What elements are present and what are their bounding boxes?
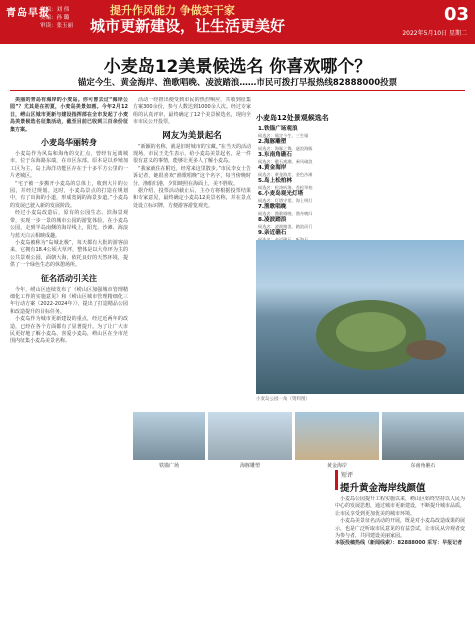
photo-dolphin [208, 412, 292, 460]
photo-golden-coast [295, 412, 379, 460]
body-paragraph: “新颖的名称，就是旧时城市的宝藏。”在当天的活动现场，市民王先生表示，给小麦岛美景起名，是一件很有意义的事情，能够让更多人了解小麦岛。 [133, 143, 251, 165]
credit-line: 审读：张玉丽 [40, 23, 74, 29]
spot-item [258, 152, 328, 164]
editorial-tag: 短评 [341, 472, 354, 479]
spot-name: 5.岛上松柏林 [258, 178, 292, 184]
body-paragraph: 活动一经推出便受到市民的热烈响应，共收到征集方案300余份，参与人数达到1000余人次。经过专家组的认真评审，最终确定了12个美景候选名，现向全市市民公开投票。 [133, 97, 251, 126]
editorial-body [335, 496, 465, 606]
spot-item [258, 217, 328, 229]
editorial-tip: 本版投稿热线（新闻线索）：82888000 采写：早报记者 [335, 540, 463, 547]
slogan-main: 城市更新建设，让生活更美好 [90, 17, 286, 35]
spot-name: 7.渔歌唱晚 [258, 204, 287, 210]
credit-line: 美编：孙 璐 [40, 15, 70, 21]
photo-row-caption: 黄金海岸 [326, 463, 347, 469]
photo-row-caption: 东南角礁石 [410, 463, 436, 469]
body-paragraph: 今年，崂山区连续发布了《崂山区加强城市管理精细化工作的实施意见》和《崂山区城市管理精细化三年行动方案（2022-2024年）》，提出了打造精品公园和改造提升的目标任务。 [10, 286, 128, 315]
credit-line: 责编：刘 伟 [40, 7, 70, 13]
spot-item [258, 204, 328, 216]
section-title: 征名活动引关注 [41, 273, 97, 283]
page-number: 03 [443, 4, 469, 25]
newspaper-logo: 青岛早报 [6, 8, 50, 19]
spot-name: 1.铁锚广场观浪 [258, 126, 298, 132]
rock-shape [406, 340, 446, 360]
body-paragraph: 小麦岛作为风岛和海角的交汇点，曾经有远离城市，位于东海路东端，在市区东部。原本是以养殖加工区为主，岛上海洋功能区存在于十多平方公里的一片老城区。 [10, 151, 128, 180]
spot-desc: 候选名：灯塔守望、海上明灯 [258, 198, 313, 203]
intro-paragraph: 美丽的青岛有海岸的小麦岛。你可曾去过“海岸公园”？尤其是在初夏，小麦岛美景如画。今年2月12日，崂山区城市更新与建设指挥部在全市发起了小麦岛美景候选名征集活动，截至目前已收到三百余份征集方案。 [10, 97, 128, 133]
photo-reef [382, 412, 464, 460]
aerial-photo [256, 240, 464, 394]
spot-name: 4.黄金海岸 [258, 165, 287, 171]
photo-row-caption: 铁锚广场 [158, 463, 179, 469]
main-headline: 小麦岛12美景候选名 你喜欢哪个？ [103, 57, 372, 77]
island-lawn [336, 312, 406, 352]
editorial-marker [335, 470, 338, 490]
spot-desc: 候选名：凌波踏浪、踏浪而行 [258, 224, 313, 229]
spot-name: 8.凌波踏浪 [258, 217, 287, 223]
body-paragraph: 小麦岛作为城市更新建设的重点，经过近两年的改造，已经在各个方面都有了显著提升。为了让广大市民更好地了解小麦岛、喜爱小麦岛，崂山区在全市范围内征集小麦岛美景名称。 [10, 316, 128, 345]
sub-headline: 锚定今生、黄金海岸、渔歌唱晚、凌波踏浪……市民可拨打早报热线82888000投票 [77, 78, 398, 88]
masthead [0, 0, 475, 44]
spot-desc: 候选名：松涛听海、苍松翠柏 [258, 185, 313, 190]
divider [10, 90, 465, 91]
spot-item [258, 178, 328, 190]
body-paragraph: 经过小麦岛改造后，原有的公园生态、滨海景观带，实现一步一景的城市公园的游览体验。在小麦岛公园，走到半岛南侧的海岸线上，阳光、沙滩、海浪与蓝天白云相映成趣。 [10, 210, 128, 239]
spot-item [258, 126, 328, 138]
editor-credits [40, 6, 73, 30]
editorial-paragraph: 小麦岛美景征名活动的开展，既是对小麦岛改造成果的展示，也是广泛听取市民意见的有益尝试，让市民从旁观者变为参与者，共同建设美丽家园。 [335, 518, 465, 540]
spot-desc: 候选名：锚定今生、三生锚 [258, 133, 309, 138]
body-paragraph: 小麦岛被称为“岛城北极”，每天都有大批的游客前来，它拥有18.4公顷大草坪，整体是以大草坪为主的公共景观公园，面朝大海，依托良好的天然环境，提供了一个绿色生态的休憩场所。 [10, 239, 128, 269]
spot-item [258, 165, 328, 177]
spot-name: 2.海豚雕塑 [258, 139, 287, 145]
photo-row-caption: 海豚雕塑 [239, 463, 260, 469]
spot-name: 6.小麦岛观光灯塔 [258, 191, 304, 197]
article-column-2 [133, 97, 251, 602]
editorial-paragraph: 小麦岛公园提升工程实施以来，崂山区始终坚持以人民为中心的发展思想，通过城市更新建设，不断提升城市品质，让市民享受到更加优美的城市环境。 [335, 496, 465, 517]
photo-tie-mao [133, 412, 205, 460]
spot-name: 3.东南角礁石 [258, 152, 292, 158]
section-title: 网友为美景起名 [162, 130, 222, 141]
issue-date: 2022年5月10日 星期二 [402, 30, 467, 37]
spot-desc: 候选名：黄金海岸、金色沙滩 [258, 172, 313, 177]
spot-name: 9.亲近礁石 [258, 230, 287, 236]
spot-desc: 候选名：海豚之舞、逐浪海豚 [258, 146, 313, 151]
spot-item [258, 191, 328, 203]
editorial-title: 提升黄金海岸线颜值 [340, 483, 426, 494]
body-paragraph: 据介绍，投票活动截止后，主办方将根据投票结果和专家意见，最终确定小麦岛12美景名称，并在景点处设立标识牌，方便游客游览观光。 [133, 188, 251, 209]
section-title: 小麦岛华丽转身 [41, 138, 97, 148]
spots-list-title: 小麦岛12处景观候选名 [256, 114, 329, 122]
spot-item [258, 139, 328, 151]
body-paragraph: “我家就住在附近，经常来这里散步。”市民李女士告诉记者，她很喜欢“渔歌唱晚”这个名字，每当傍晚时分，渔船归港，夕阳映照在海面上，美不胜收。 [133, 165, 251, 187]
body-paragraph: “宅子被一步搬开小麦岛的总体上，收到大片的公园，并经过规划。这时，小麦岛景点的打造在规划中，有了出海的小道，形成宽阔的海景步道。”小麦岛的发展已驶入新的发展阶段。 [10, 180, 128, 209]
spot-desc: 候选名：渔歌唱晚、渔舟晚归 [258, 211, 313, 216]
photo-caption: 小麦岛公园一角（资料图） [256, 397, 310, 402]
article-column-1 [10, 97, 128, 602]
spot-desc: 候选名：礁石观潮、乘风破浪 [258, 159, 313, 164]
slogan-top: 提升作风能力 争做实干家 [110, 4, 235, 17]
